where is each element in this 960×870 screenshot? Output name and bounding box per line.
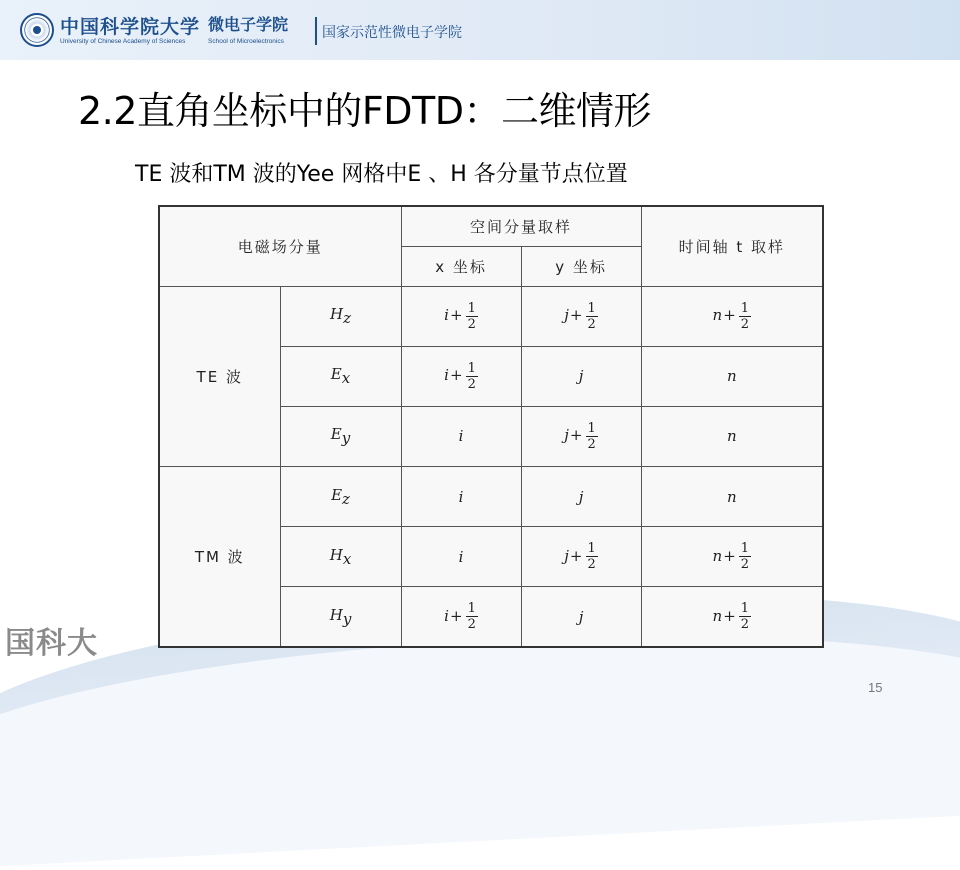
y-coord-cell — [521, 527, 641, 587]
cell-value — [444, 300, 478, 332]
time-sample-cell — [641, 346, 823, 406]
cell-value — [727, 367, 737, 385]
cell-value — [564, 420, 598, 452]
fraction-denominator: 2 — [587, 557, 596, 573]
table-header-row — [159, 206, 823, 246]
cell-value — [712, 541, 752, 573]
university-name-cn: 中国科学院大学 — [60, 16, 201, 38]
index-symbol: n — [712, 546, 723, 565]
fraction-numerator: 1 — [467, 360, 476, 376]
index-symbol: j — [578, 367, 584, 386]
header-divider — [315, 17, 317, 45]
header-y-coord: y 坐标 — [521, 246, 641, 286]
index-symbol: n — [726, 427, 737, 446]
half-fraction — [739, 601, 751, 632]
school-name-en: School of Microelectronics — [208, 38, 284, 45]
school-name-cn: 微电子学院 — [208, 15, 289, 34]
component-subscript: x — [342, 549, 352, 568]
time-sample-cell — [641, 527, 823, 587]
index-symbol: n — [726, 487, 737, 506]
index-symbol: i — [458, 487, 464, 506]
cell-value — [459, 427, 464, 445]
plus-sign: + — [449, 366, 463, 385]
fraction-numerator: 1 — [740, 601, 750, 617]
index-symbol: i — [444, 306, 449, 325]
component-letter: H — [329, 605, 343, 624]
field-component — [280, 346, 401, 406]
plus-sign: + — [723, 306, 736, 325]
fraction-numerator: 1 — [587, 300, 596, 316]
cell-value — [712, 300, 752, 332]
cell-value — [444, 601, 478, 633]
y-coord-cell — [521, 346, 641, 406]
yee-grid-table-image — [158, 205, 822, 648]
index-symbol: n — [726, 367, 737, 386]
index-symbol: j — [564, 426, 569, 445]
fraction-denominator: 2 — [587, 316, 596, 332]
header-component: 电磁场分量 — [159, 206, 401, 286]
field-component — [280, 527, 401, 587]
plus-sign: + — [723, 546, 736, 565]
plus-sign: + — [449, 606, 463, 625]
x-coord-cell — [401, 587, 521, 647]
y-coord-cell — [521, 406, 641, 466]
fraction-denominator: 2 — [467, 316, 476, 332]
component-subscript: y — [342, 609, 352, 628]
fraction-denominator: 2 — [587, 436, 596, 452]
field-component — [280, 587, 401, 647]
x-coord-cell — [401, 346, 521, 406]
university-name-en: University of Chinese Academy of Sciences — [60, 38, 186, 45]
half-fraction — [466, 601, 478, 632]
y-coord-cell — [521, 286, 641, 346]
cell-value — [579, 488, 584, 506]
fraction-denominator: 2 — [740, 316, 750, 332]
index-symbol: j — [578, 487, 584, 506]
fraction-numerator: 1 — [740, 300, 750, 316]
cell-value — [727, 427, 737, 445]
cell-value — [712, 601, 752, 633]
x-coord-cell — [401, 527, 521, 587]
header-space-sampling: 空间分量取样 — [401, 206, 641, 246]
slide-subtitle: TE 波和TM 波的Yee 网格中E 、H 各分量节点位置 — [135, 162, 628, 187]
fraction-numerator: 1 — [467, 300, 476, 316]
y-coord-cell — [521, 587, 641, 647]
field-component — [280, 286, 401, 346]
field-component — [280, 467, 401, 527]
plus-sign: + — [569, 546, 583, 565]
wave-group-label: TM 波 — [159, 467, 280, 647]
ucas-seal-icon — [20, 13, 54, 47]
header-time-axis: 时间轴 t 取样 — [641, 206, 823, 286]
half-fraction — [466, 301, 478, 332]
index-symbol: n — [712, 306, 723, 325]
half-fraction — [586, 421, 598, 452]
cell-value — [444, 360, 478, 392]
page-number: 15 — [868, 680, 883, 695]
wave-group-label: TE 波 — [159, 286, 280, 466]
cell-value — [727, 488, 737, 506]
header-x-coord: x 坐标 — [401, 246, 521, 286]
component-subscript: y — [341, 429, 351, 448]
component-letter: E — [330, 365, 342, 384]
component-letter: H — [330, 305, 344, 324]
fraction-numerator: 1 — [587, 541, 596, 557]
component-subscript: z — [343, 309, 351, 328]
cell-value — [459, 548, 464, 566]
time-sample-cell — [641, 467, 823, 527]
half-fraction — [586, 541, 598, 572]
time-sample-cell — [641, 587, 823, 647]
y-coord-cell — [521, 467, 641, 527]
cell-value — [459, 488, 464, 506]
plus-sign: + — [723, 606, 736, 625]
x-coord-cell — [401, 286, 521, 346]
x-coord-cell — [401, 467, 521, 527]
plus-sign: + — [569, 426, 583, 445]
footer-seal-mark: 国科大 — [5, 626, 98, 661]
cell-value — [564, 541, 598, 573]
index-symbol: i — [444, 606, 449, 625]
fraction-denominator: 2 — [467, 617, 476, 633]
half-fraction — [739, 301, 751, 332]
half-fraction — [739, 541, 751, 572]
table-row — [159, 286, 823, 346]
index-symbol: i — [458, 547, 464, 566]
half-fraction — [466, 361, 478, 392]
field-component — [280, 406, 401, 466]
index-symbol: j — [564, 306, 569, 325]
index-symbol: i — [444, 366, 449, 385]
table-row — [159, 467, 823, 527]
index-symbol: n — [712, 606, 723, 625]
component-subscript: z — [342, 489, 350, 508]
slide-title: 2.2直角坐标中的FDTD：二维情形 — [78, 89, 652, 133]
plus-sign: + — [449, 306, 463, 325]
cell-value — [564, 300, 598, 332]
fraction-denominator: 2 — [740, 617, 750, 633]
component-letter: E — [331, 485, 343, 504]
header-banner — [0, 0, 960, 60]
half-fraction — [586, 301, 598, 332]
fraction-numerator: 1 — [740, 541, 750, 557]
component-letter: E — [330, 425, 342, 444]
fraction-numerator: 1 — [587, 420, 596, 436]
demo-school-label: 国家示范性微电子学院 — [322, 25, 462, 41]
cell-value — [579, 608, 584, 626]
index-symbol: i — [458, 427, 464, 446]
fraction-numerator: 1 — [467, 601, 476, 617]
table-body — [159, 206, 823, 647]
yee-grid-table — [158, 205, 824, 648]
component-letter: H — [329, 545, 343, 564]
fraction-denominator: 2 — [467, 376, 476, 392]
index-symbol: j — [564, 546, 569, 565]
index-symbol: j — [578, 607, 584, 626]
plus-sign: + — [569, 306, 583, 325]
x-coord-cell — [401, 406, 521, 466]
component-subscript: x — [341, 369, 351, 388]
time-sample-cell — [641, 286, 823, 346]
cell-value — [579, 367, 584, 385]
time-sample-cell — [641, 406, 823, 466]
fraction-denominator: 2 — [740, 557, 750, 573]
